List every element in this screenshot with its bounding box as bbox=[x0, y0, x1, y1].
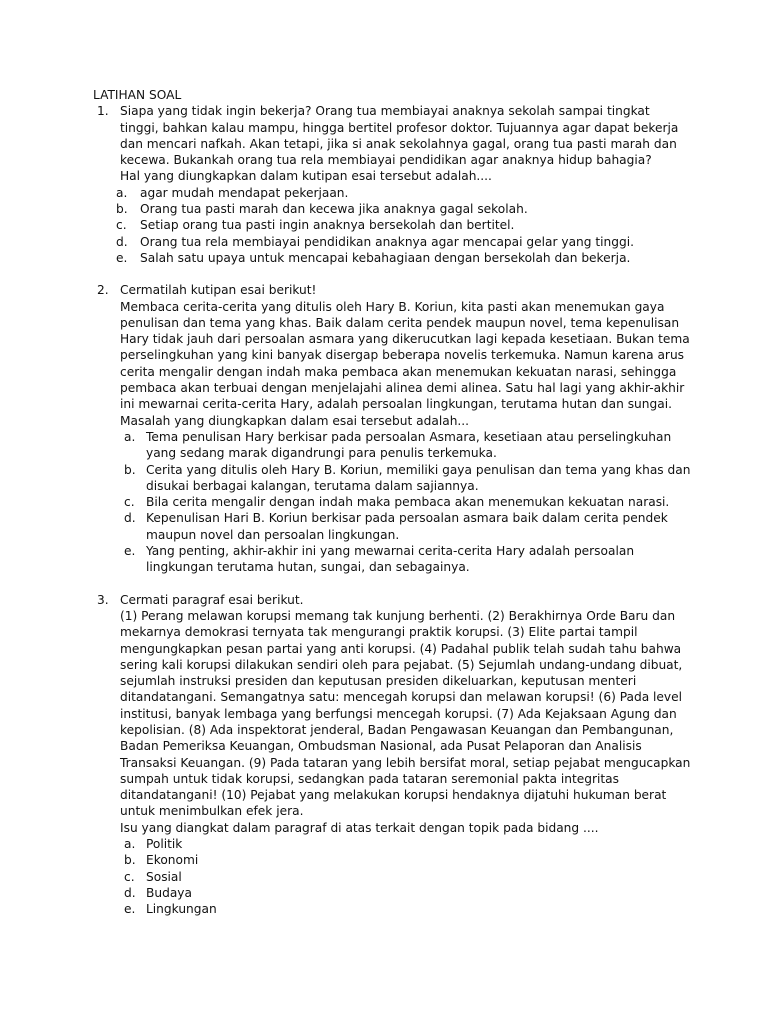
answer-option-a bbox=[120, 836, 692, 852]
option-text: Sosial bbox=[146, 869, 182, 884]
answer-options bbox=[116, 185, 692, 266]
answer-option-d bbox=[116, 234, 692, 250]
option-letter: e. bbox=[116, 250, 128, 265]
question-number: 2. bbox=[97, 283, 109, 298]
question-2 bbox=[92, 282, 692, 575]
option-text: Kepenulisan Hari B. Koriun berkisar pada persoalan asmara baik dalam cerita pendek maupun novel dan persoalan lingkungan. bbox=[146, 511, 668, 542]
option-text: Orang tua rela membiayai pendidikan anaknya agar mencapai gelar yang tinggi. bbox=[140, 234, 635, 249]
option-letter: c. bbox=[124, 495, 135, 510]
question-passage: Membaca cerita-cerita yang ditulis oleh Hary B. Koriun, kita pasti akan menemukan gaya penulisan dan tema yang khas. Baik dalam cerita pendek maupun novel, tema kepenulisan Hary tidak jauh dari persoalan asmara yang dikerucutkan lagi kepada kesetiaan. Bukan tema perselingkuhan yang kini banyak disergap beberapa novelis terkemuka. Namun karena arus cerita mengalir dengan indah maka pembaca akan menemukan kekuatan narasi, sehingga pembaca akan terbuai dengan menjelajahi alinea demi alinea. Satu hal lagi yang akhir-akhir ini mewarnai cerita-cerita Hary, adalah persoalan lingkungan, terutama hutan dan sungai. bbox=[120, 299, 690, 412]
option-text: Budaya bbox=[146, 885, 192, 900]
answer-option-e bbox=[120, 543, 692, 576]
question-instruction: Cermati paragraf esai berikut. bbox=[120, 592, 304, 607]
option-text: Cerita yang ditulis oleh Hary B. Koriun, memiliki gaya penulisan dan tema yang khas dan disukai berbagai kalangan, terutama dalam sajiannya. bbox=[146, 462, 691, 493]
option-text: Politik bbox=[146, 837, 183, 852]
question-instruction: Cermatilah kutipan esai berikut! bbox=[120, 283, 317, 298]
option-text: Salah satu upaya untuk mencapai kebahagiaan dengan bersekolah dan bekerja. bbox=[140, 250, 631, 265]
answer-option-a bbox=[116, 185, 692, 201]
answer-option-b bbox=[120, 852, 692, 868]
answer-option-c bbox=[120, 869, 692, 885]
answer-option-c bbox=[120, 494, 692, 510]
answer-option-b bbox=[116, 201, 692, 217]
option-letter: b. bbox=[124, 462, 136, 477]
answer-option-d bbox=[120, 510, 692, 543]
answer-options bbox=[120, 429, 692, 576]
option-letter: e. bbox=[124, 902, 136, 917]
answer-option-d bbox=[120, 885, 692, 901]
option-text: Lingkungan bbox=[146, 902, 217, 917]
option-letter: d. bbox=[116, 234, 128, 249]
option-text: Yang penting, akhir-akhir ini yang mewarnai cerita-cerita Hary adalah persoalan lingkungan terutama hutan, sungai, dan sebagainya. bbox=[146, 544, 635, 575]
option-letter: b. bbox=[124, 853, 136, 868]
option-text: Setiap orang tua pasti ingin anaknya bersekolah dan bertitel. bbox=[140, 218, 515, 233]
question-prompt: Isu yang diangkat dalam paragraf di atas terkait dengan topik pada bidang .... bbox=[120, 820, 599, 835]
option-letter: a. bbox=[116, 185, 128, 200]
option-letter: a. bbox=[124, 429, 136, 444]
option-text: Bila cerita mengalir dengan indah maka pembaca akan menemukan kekuatan narasi. bbox=[146, 495, 670, 510]
option-letter: d. bbox=[124, 511, 136, 526]
question-prompt: Masalah yang diungkapkan dalam esai tersebut adalah... bbox=[120, 413, 470, 428]
answer-option-c bbox=[116, 217, 692, 233]
question-passage: Siapa yang tidak ingin bekerja? Orang tua membiayai anaknya sekolah sampai tingkat tinggi, bahkan kalau mampu, hingga bertitel profesor doktor. Tujuannya agar dapat bekerja dan mencari nafkah. Akan tetapi, jika si anak sekolahnya gagal, orang tua pasti marah dan kecewa. Bukankah orang tua rela membiayai pendidikan agar anaknya hidup bahagia? bbox=[120, 104, 679, 168]
option-letter: a. bbox=[124, 837, 136, 852]
answer-options bbox=[120, 836, 692, 917]
question-1 bbox=[92, 103, 692, 266]
question-prompt: Hal yang diungkapkan dalam kutipan esai tersebut adalah.... bbox=[120, 169, 492, 184]
question-3 bbox=[92, 592, 692, 918]
option-letter: c. bbox=[116, 218, 127, 233]
document-title: LATIHAN SOAL bbox=[93, 88, 182, 102]
option-letter: c. bbox=[124, 869, 135, 884]
option-letter: b. bbox=[116, 202, 128, 217]
answer-option-e bbox=[120, 901, 692, 917]
option-letter: d. bbox=[124, 885, 136, 900]
option-text: agar mudah mendapat pekerjaan. bbox=[140, 185, 349, 200]
answer-option-e bbox=[116, 250, 692, 266]
question-passage: (1) Perang melawan korupsi memang tak kunjung berhenti. (2) Berakhirnya Orde Baru dan mekarnya demokrasi ternyata tak mengurangi praktik korupsi. (3) Elite partai tampil mengungkapkan pesan partai yang anti korupsi. (4) Padahal publik telah sudah tahu bahwa sering kali korupsi dilakukan sendiri oleh para pejabat. (5) Sejumlah undang-undang dibuat, sejumlah instruksi presiden dan keputusan presiden dikeluarkan, keputusan menteri ditandatangani. Semangatnya satu: mencegah korupsi dan melawan korupsi! (6) Pada level institusi, banyak lembaga yang berfungsi mencegah korupsi. (7) Ada Kejaksaan Agung dan kepolisian. (8) Ada inspektorat jenderal, Badan Pengawasan Keuangan dan Pembangunan, Badan Pemeriksa Keuangan, Ombudsman Nasional, ada Pusat Pelaporan dan Analisis Transaksi Keuangan. (9) Pada tataran yang lebih bersifat moral, setiap pejabat mengucapkan sumpah untuk tidak korupsi, sedangkan pada tataran seremonial pakta integritas ditandatangani! (10) Pejabat yang melakukan korupsi hendaknya dijatuhi hukuman berat untuk menimbulkan efek jera. bbox=[120, 608, 691, 819]
question-number: 3. bbox=[97, 592, 109, 607]
option-text: Tema penulisan Hary berkisar pada persoalan Asmara, kesetiaan atau perselingkuhan yang sedang marak digandrungi para penulis terkemuka. bbox=[146, 429, 672, 461]
option-letter: e. bbox=[124, 544, 136, 559]
document-page bbox=[92, 87, 692, 918]
option-text: Orang tua pasti marah dan kecewa jika anaknya gagal sekolah. bbox=[140, 202, 528, 217]
question-number: 1. bbox=[97, 104, 109, 119]
option-text: Ekonomi bbox=[146, 853, 199, 868]
answer-option-b bbox=[120, 462, 692, 495]
answer-option-a bbox=[120, 429, 692, 462]
